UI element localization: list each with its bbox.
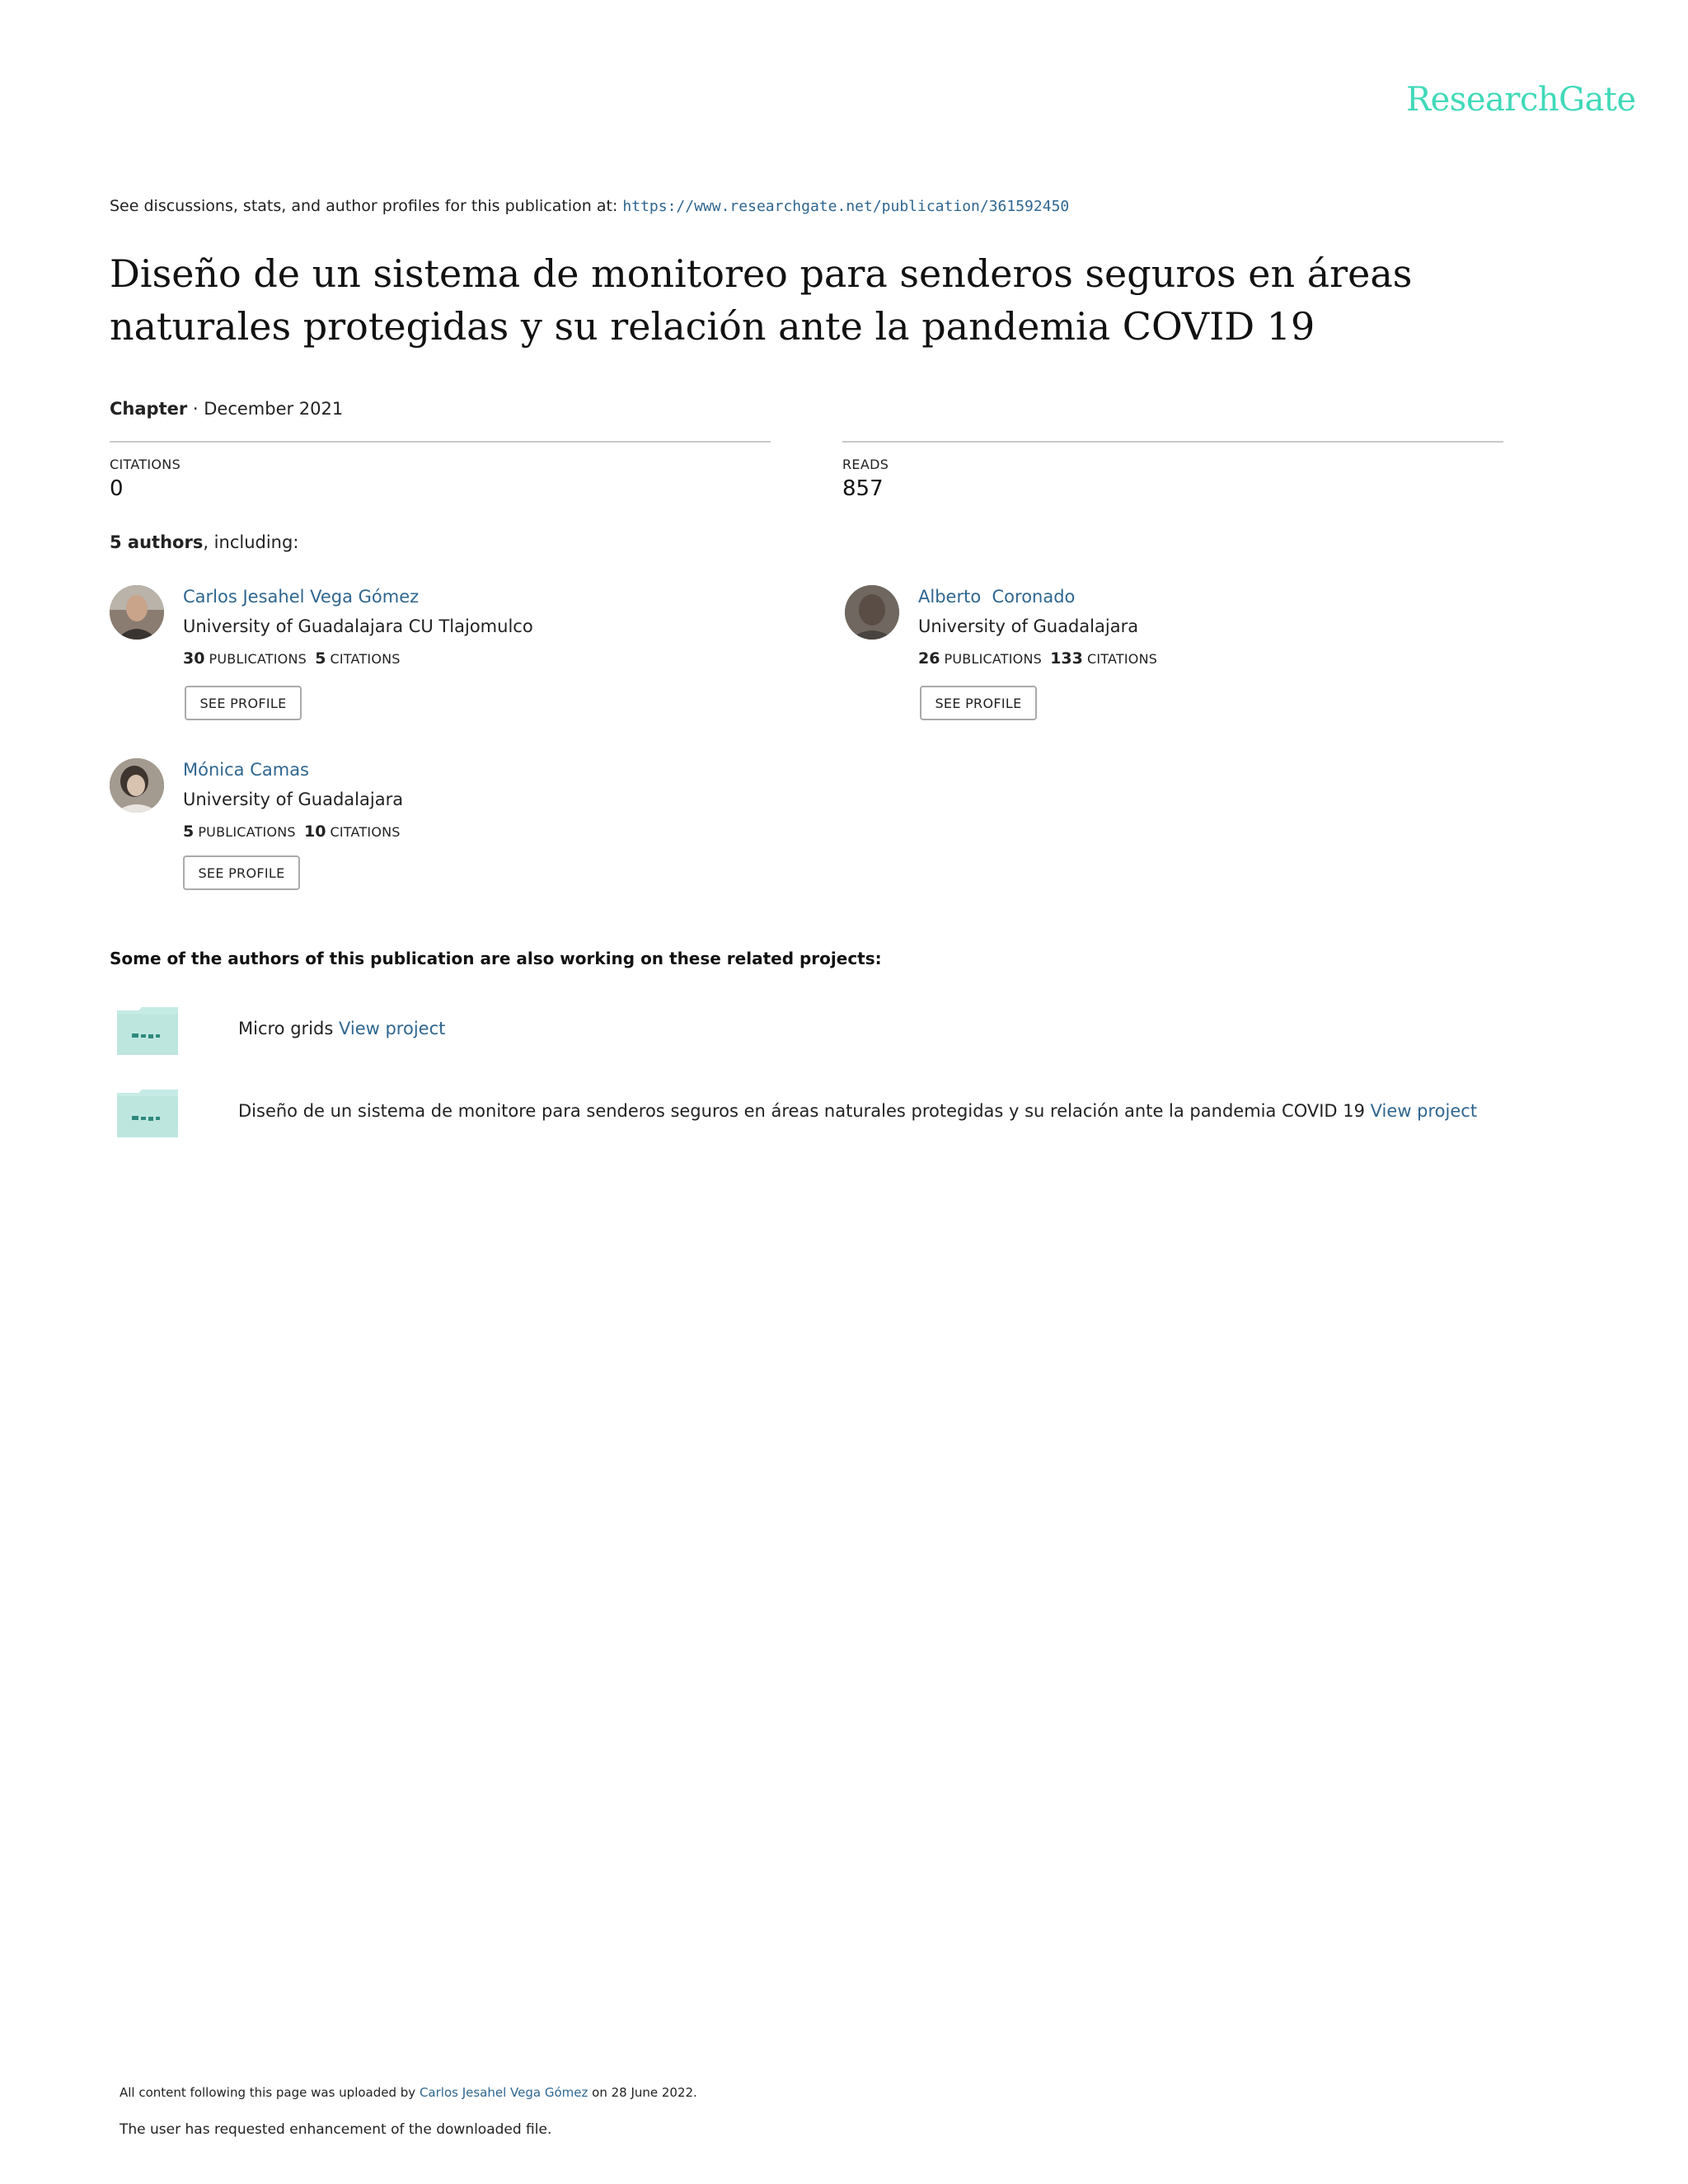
see-discussions-line (110, 197, 1069, 215)
project-title: Micro grids (238, 1019, 339, 1038)
see-profile-button[interactable]: SEE PROFILE (183, 855, 300, 890)
publication-type: Chapter (110, 399, 188, 419)
project-item (117, 1090, 1518, 1139)
project-folder-icon (117, 1090, 178, 1137)
publications-label: PUBLICATIONS (944, 651, 1043, 667)
view-project-link[interactable]: View project (338, 1019, 446, 1038)
see-profile-button[interactable]: SEE PROFILE (185, 686, 302, 720)
citations-value: 0 (110, 476, 124, 501)
see-discussions-text: See discussions, stats, and author profiles for this publication at: (110, 197, 623, 215)
publications-label: PUBLICATIONS (209, 651, 307, 667)
citations-label: CITATIONS (110, 457, 181, 472)
authors-including: , including: (203, 532, 299, 552)
author-stats (183, 823, 401, 841)
author-card (110, 758, 785, 915)
project-folder-icon (117, 1007, 178, 1055)
author-institution: University of Guadalajara (183, 790, 404, 809)
citations-label: CITATIONS (330, 651, 401, 667)
citations-count: 5 (315, 649, 326, 668)
reads-value: 857 (842, 476, 884, 501)
author-card (845, 585, 1521, 742)
publications-count: 30 (183, 649, 205, 668)
related-projects-heading: Some of the authors of this publication are also working on these related projects: (110, 949, 882, 968)
author-name-link[interactable]: Carlos Jesahel Vega Gómez (183, 587, 420, 607)
citations-count: 133 (1050, 649, 1083, 668)
publication-url-link[interactable]: https://www.researchgate.net/publication/361592450 (622, 198, 1070, 215)
reads-label: READS (842, 457, 889, 472)
project-text (238, 1019, 445, 1038)
uploaded-by-line (120, 2085, 697, 2100)
project-text (238, 1101, 1477, 1121)
author-institution: University of Guadalajara (918, 616, 1139, 636)
author-institution: University of Guadalajara CU Tlajomulco (183, 616, 533, 636)
publication-date: · December 2021 (187, 399, 344, 419)
see-profile-button[interactable]: SEE PROFILE (920, 686, 1037, 720)
publication-title: Diseño de un sistema de monitoreo para senderos seguros en áreas naturales protegidas y su relación ante la pandemia COVID 19 (110, 251, 1413, 349)
uploaded-suffix: on 28 June 2022. (588, 2085, 697, 2100)
author-stats (918, 649, 1157, 668)
uploader-link[interactable]: Carlos Jesahel Vega Gómez (419, 2085, 588, 2100)
citations-label: CITATIONS (330, 824, 401, 840)
researchgate-logo[interactable]: ResearchGate (1406, 81, 1636, 119)
citations-count: 10 (303, 823, 326, 841)
citations-divider (110, 441, 771, 443)
publications-label: PUBLICATIONS (198, 824, 296, 840)
citations-label: CITATIONS (1086, 651, 1158, 667)
author-avatar[interactable] (110, 758, 164, 813)
uploaded-prefix: All content following this page was uploaded by (120, 2085, 420, 2100)
authors-count: 5 authors (110, 532, 204, 552)
project-item (117, 1007, 1518, 1057)
author-avatar[interactable] (110, 585, 164, 640)
publications-count: 5 (183, 823, 195, 841)
author-name-link[interactable]: Alberto Coronado (918, 587, 1076, 607)
publication-type-line (110, 399, 343, 419)
author-stats (183, 649, 401, 668)
publications-count: 26 (918, 649, 940, 668)
view-project-link[interactable]: View project (1370, 1101, 1478, 1121)
author-avatar[interactable] (845, 585, 899, 640)
enhancement-notice: The user has requested enhancement of the downloaded file. (120, 2121, 552, 2138)
reads-divider (842, 441, 1503, 443)
author-card (110, 585, 785, 742)
author-name-link[interactable]: Mónica Camas (183, 760, 309, 780)
project-title: Diseño de un sistema de monitore para senderos seguros en áreas naturales protegidas y su relación ante la pandemia COVID 19 (238, 1101, 1371, 1121)
authors-heading (110, 532, 298, 552)
